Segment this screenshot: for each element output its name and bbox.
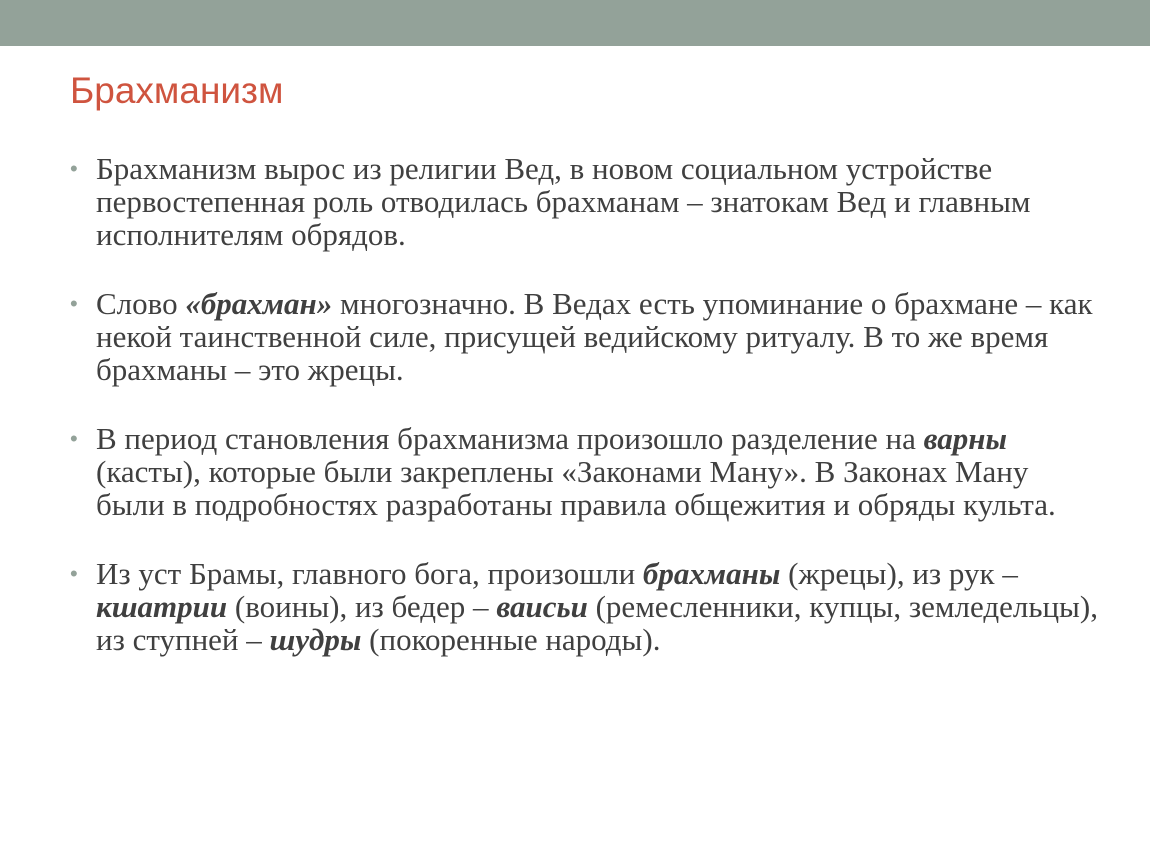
bullet-4 <box>70 557 1100 656</box>
bullet-2-text-1: Слово <box>96 286 186 321</box>
bullet-2-text-2: многозначно. В Ведах есть упоминание о брахмане – как некой таинственной силе, присущей ведийскому ритуалу. В то же время брахманы – это жрецы. <box>96 286 1093 387</box>
bullet-2 <box>70 287 1100 386</box>
bullet-4-text-3: (воины), из бедер – <box>227 589 497 624</box>
bullet-dot: • <box>70 291 78 316</box>
bullet-3 <box>70 422 1100 521</box>
bullet-1 <box>70 152 1100 251</box>
bullet-dot: • <box>70 561 78 586</box>
bullet-dot: • <box>70 156 78 181</box>
term-brahman: «брахман» <box>185 286 333 321</box>
bullet-4-text-4: (ремесленники, купцы, земледельцы), из ступней – <box>96 589 1098 657</box>
term-shudry: шудры <box>269 622 362 657</box>
term-varny: варны <box>923 421 1007 456</box>
bullet-3-text-2: (касты), которые были закреплены «Законами Ману». В Законах Ману были в подробностях разработаны правила общежития и обряды культа. <box>96 454 1056 522</box>
bullet-3-text-1: В период становления брахманизма произошло разделение на <box>96 421 924 456</box>
term-brahmany: брахманы <box>642 556 781 591</box>
bullet-4-text-5: (покоренные народы). <box>361 622 661 657</box>
top-band <box>0 0 1150 46</box>
bullet-dot: • <box>70 426 78 451</box>
slide-title: Брахманизм <box>70 70 284 111</box>
slide-content <box>70 152 1100 692</box>
bullet-4-text-1: Из уст Брамы, главного бога, произошли <box>96 556 643 591</box>
term-kshatrii: кшатрии <box>96 589 228 624</box>
bullet-1-text: Брахманизм вырос из религии Вед, в новом социальном устройстве первостепенная роль отводилась брахманам – знатокам Вед и главным исполнителям обрядов. <box>96 151 1031 252</box>
bullet-4-text-2: (жрецы), из рук – <box>780 556 1018 591</box>
term-vaisyi: ваисьи <box>496 589 588 624</box>
